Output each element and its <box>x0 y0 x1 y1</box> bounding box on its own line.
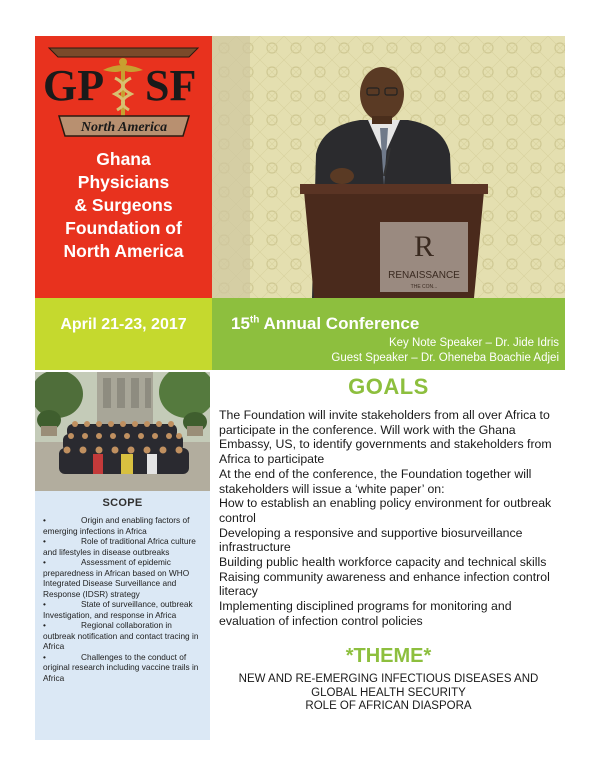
bullet: • <box>43 515 46 525</box>
scope-item-text: Assessment of epidemic preparedness in African based on WHO Integrated Disease Surveillance and Response (IDSR) strategy <box>43 557 190 599</box>
conference-title <box>231 314 419 334</box>
scope-item-text: Origin and enabling factors of emerging infections in Africa <box>43 515 190 536</box>
theme-heading: *THEME* <box>345 645 432 667</box>
gpsf-logo <box>39 40 208 140</box>
conference-band <box>212 298 565 370</box>
scope-item <box>43 557 205 599</box>
guest-speaker: Guest Speaker – Dr. Oheneba Boachie Adjei <box>331 352 559 364</box>
goals-paragraph: Implementing disciplined programs for monitoring and evaluation of infection control policies <box>219 599 512 628</box>
logo-letters-left: GP <box>43 61 105 110</box>
organization-name <box>35 148 212 263</box>
podium-subtitle: THE CON... <box>410 284 438 290</box>
goals-paragraph: Building public health workforce capacity and technical skills <box>219 555 547 570</box>
scope-item-text: State of surveillance, outbreak Investigation, and response in Africa <box>43 599 193 620</box>
scope-item <box>43 652 205 684</box>
podium-letter: R <box>413 230 435 263</box>
theme-line: NEW AND RE-EMERGING INFECTIOUS DISEASES AND <box>238 673 539 685</box>
goals-paragraph: At the end of the conference, the Foundation together will stakeholders will issue a ‘white paper’ on: <box>219 466 532 496</box>
scope-item-text: Role of traditional Africa culture and lifestyles in disease outbreaks <box>43 536 196 557</box>
goals-body <box>219 408 565 629</box>
theme-body <box>212 673 565 714</box>
bullet: • <box>43 620 46 630</box>
scope-item <box>43 536 205 557</box>
org-name-line: & Surgeons <box>74 195 173 215</box>
caduceus-icon <box>103 58 143 118</box>
scope-list <box>43 515 205 683</box>
scope-item <box>43 620 205 652</box>
scope-heading: SCOPE <box>102 497 143 509</box>
keynote-speaker: Key Note Speaker – Dr. Jide Idris <box>388 337 559 349</box>
goals-heading: GOALS <box>348 374 429 399</box>
goals-paragraph: How to establish an enabling policy environment for outbreak control <box>219 496 552 525</box>
bullet: • <box>43 557 46 567</box>
bullet: • <box>43 599 46 609</box>
goals-paragraph: The Foundation will invite stakeholders from all over Africa to participate in the conference. Will work with the Ghana Embassy, US, to identify governments and stakeholders from Africa to participate <box>219 408 552 467</box>
org-name-line: North America <box>63 241 184 261</box>
date-band <box>35 298 212 370</box>
scope-item-text: Regional collaboration in outbreak notification and contact tracing in Africa <box>43 620 199 651</box>
bullet: • <box>43 536 46 546</box>
org-name-line: Foundation of <box>65 218 182 238</box>
theme-line: ROLE OF AFRICAN DIASPORA <box>305 700 472 712</box>
org-name-line: Physicians <box>77 172 170 192</box>
organization-panel <box>35 36 212 298</box>
podium-name: RENAISSANCE <box>388 270 460 281</box>
theme-line: GLOBAL HEALTH SECURITY <box>311 686 466 699</box>
goals-paragraph: Raising community awareness and enhance infection control literacy <box>219 569 550 599</box>
scope-item <box>43 599 205 620</box>
conference-date: April 21-23, 2017 <box>60 316 187 333</box>
bullet: • <box>43 651 46 662</box>
scope-item <box>43 515 205 536</box>
scope-item-text: Challenges to the conduct of original research including vaccine trails in Africa <box>43 651 199 683</box>
goals-paragraph: Developing a responsive and supportive biosurveillance infrastructure <box>219 525 523 555</box>
conference-title-rest: Annual Conference <box>259 314 420 333</box>
logo-letters-right: SF <box>145 61 197 110</box>
org-name-line: Ghana <box>96 149 151 169</box>
group-photo <box>35 372 210 491</box>
speaker-photo <box>212 36 565 298</box>
logo-banner-text: North America <box>80 120 168 135</box>
conference-ordinal: 15 <box>231 314 250 333</box>
scope-panel <box>35 491 210 740</box>
conference-ordinal-suffix: th <box>249 314 260 326</box>
